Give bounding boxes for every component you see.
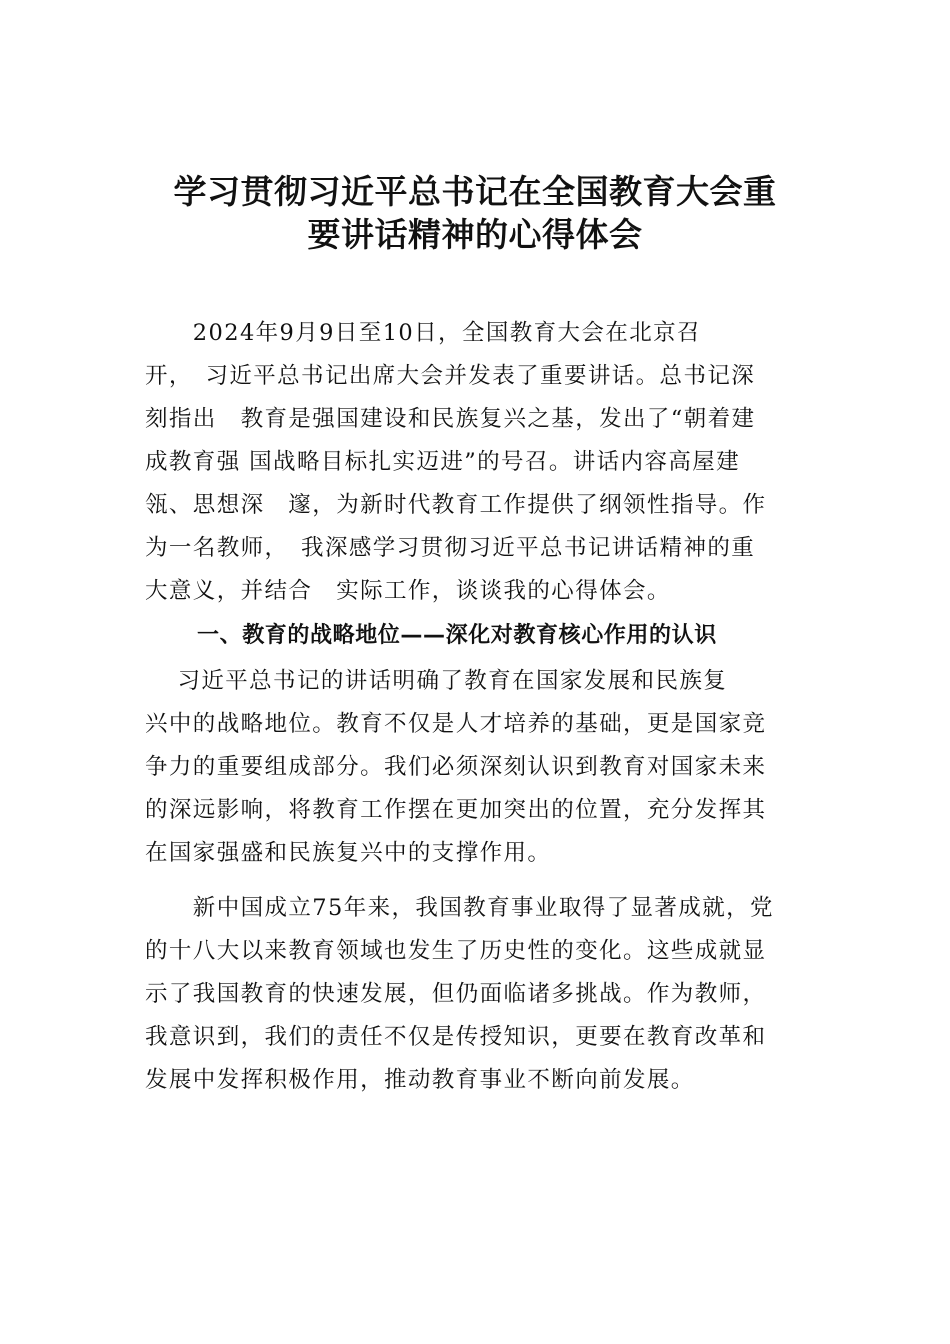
paragraph-gap xyxy=(145,875,813,887)
text-line: 新中国成立75年来，我国教育事业取得了显著成就，党 xyxy=(145,895,774,921)
title-line: 学习贯彻习近平总书记在全国教育大会重 xyxy=(173,172,777,211)
text-line: 的深远影响，将教育工作摆在更加突出的位置，充分发挥其 xyxy=(145,797,767,823)
title-line: 要讲话精神的心得体会 xyxy=(307,215,643,254)
text-line: 习近平总书记的讲话明确了教育在国家发展和民族复 xyxy=(145,668,728,694)
text-line: 刻指出 教育是强国建设和民族复兴之基，发出了“朝着建 xyxy=(145,406,756,432)
text-line: 开， 习近平总书记出席大会并发表了重要讲话。总书记深 xyxy=(145,363,756,389)
text-line: 争力的重要组成部分。我们必须深刻认识到教育对国家未来 xyxy=(145,754,767,780)
text-line: 2024年9月9日至10日，全国教育大会在北京召 xyxy=(145,320,701,346)
text-line: 瓴、思想深 邃，为新时代教育工作提供了纲领性指导。作 xyxy=(145,492,767,518)
text-line: 我意识到，我们的责任不仅是传授知识，更要在教育改革和 xyxy=(145,1024,767,1050)
text-line: 大意义，并结合 实际工作，谈谈我的心得体会。 xyxy=(145,578,671,604)
text-line: 在国家强盛和民族复兴中的支撑作用。 xyxy=(145,840,552,866)
text-line: 发展中发挥积极作用，推动教育事业不断向前发展。 xyxy=(145,1067,695,1093)
section-heading: 一、教育的战略地位——深化对教育核心作用的认识 xyxy=(197,623,717,648)
text-line: 兴中的战略地位。教育不仅是人才培养的基础，更是国家竞 xyxy=(145,711,767,737)
text-line: 成教育强 国战略目标扎实迈进”的号召。讲话内容高屋建 xyxy=(145,449,741,475)
paragraph-strategic-position xyxy=(145,660,813,875)
text-line: 的十八大以来教育领域也发生了历史性的变化。这些成就显 xyxy=(145,938,767,964)
text-line: 为一名教师， 我深感学习贯彻习近平总书记讲话精神的重 xyxy=(145,535,756,561)
paragraph-intro xyxy=(145,312,813,613)
document-title xyxy=(130,170,820,256)
text-line: 示了我国教育的快速发展，但仍面临诸多挑战。作为教师， xyxy=(145,981,767,1007)
paragraph-achievements xyxy=(145,887,813,1102)
document-body xyxy=(145,312,813,1102)
